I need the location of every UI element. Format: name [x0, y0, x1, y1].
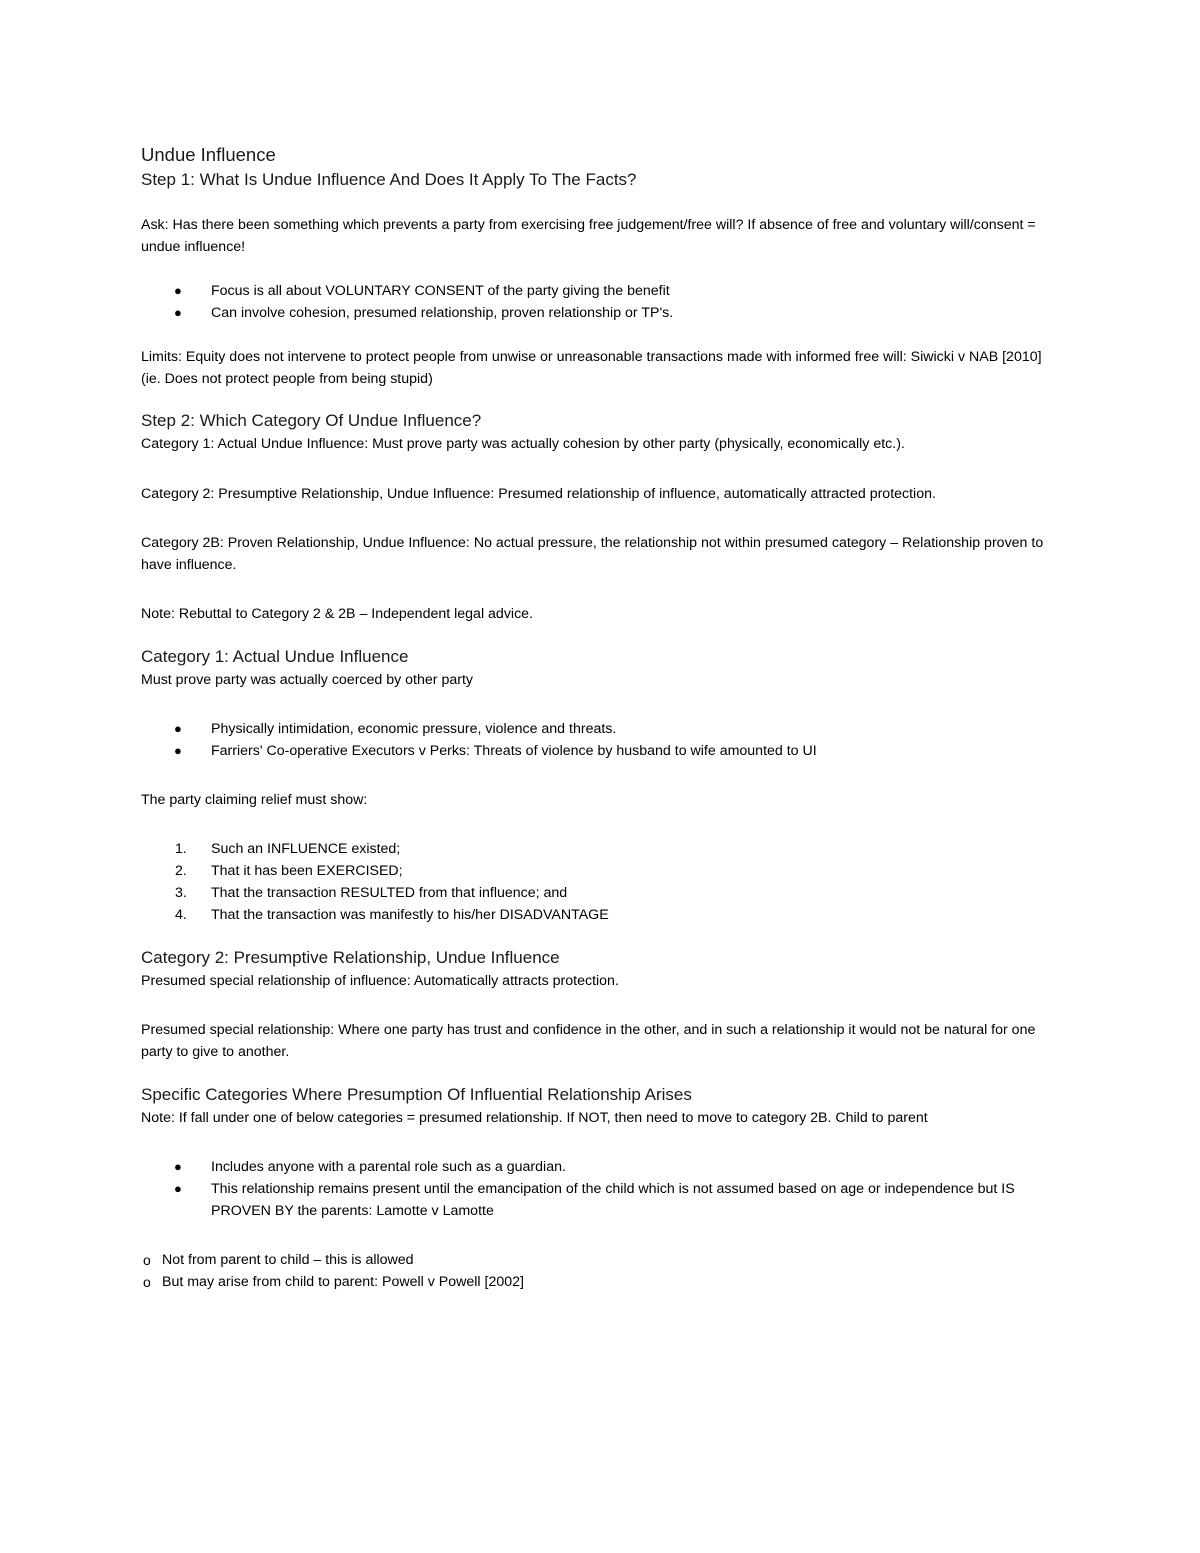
step2-note: Note: Rebuttal to Category 2 & 2B – Independent legal advice. [141, 606, 533, 622]
bullet-icon: ● [174, 743, 182, 758]
bullet-icon: ● [174, 283, 182, 298]
list-item: ● Focus is all about VOLUNTARY CONSENT of the party giving the benefit [141, 280, 1061, 302]
category1-show-intro: The party claiming relief must show: [141, 792, 368, 808]
list-item: o But may arise from child to parent: Powell v Powell [2002] [141, 1271, 1061, 1293]
bullet-icon: ● [174, 305, 182, 320]
circle-bullet-icon: o [143, 1274, 151, 1290]
category1-heading: Category 1: Actual Undue Influence [141, 647, 409, 666]
category1-bullet-list [141, 718, 1061, 762]
bullet-icon: ● [174, 721, 182, 736]
list-item: ● Physically intimidation, economic pressure, violence and threats. [141, 718, 1061, 740]
step2-heading: Step 2: Which Category Of Undue Influence? [141, 411, 482, 430]
list-item: 3. That the transaction RESULTED from that influence; and [175, 885, 568, 901]
document-content [141, 142, 1061, 1293]
list-item: 4. That the transaction was manifestly to his/her DISADVANTAGE [175, 907, 609, 923]
category2-special: Presumed special relationship: Where one party has trust and confidence in the other, and in such a relationship it would not be natural for one party to give to another. [141, 1022, 1036, 1060]
specific-note: Note: If fall under one of below categories = presumed relationship. If NOT, then need to move to category 2B. Child to parent [141, 1110, 928, 1126]
specific-bullet-list [141, 1156, 1061, 1222]
list-item: ● Farriers' Co-operative Executors v Perks: Threats of violence by husband to wife amounted to UI [141, 740, 1061, 762]
step1-ask-paragraph: Ask: Has there been something which prevents a party from exercising free judgement/free will? If absence of free and voluntary will/consent = undue influence! [141, 217, 1036, 255]
category1-numbered-list [141, 838, 1061, 926]
step2-category2: Category 2: Presumptive Relationship, Undue Influence: Presumed relationship of influence, automatically attracted protection. [141, 486, 936, 502]
specific-heading: Specific Categories Where Presumption Of Influential Relationship Arises [141, 1085, 692, 1104]
step2-category1: Category 1: Actual Undue Influence: Must prove party was actually cohesion by other party (physically, economically etc.). [141, 436, 905, 452]
list-item: ● Can involve cohesion, presumed relationship, proven relationship or TP's. [141, 302, 1061, 324]
step1-heading: Step 1: What Is Undue Influence And Does It Apply To The Facts? [141, 170, 637, 189]
list-item: 1. Such an INFLUENCE existed; [175, 841, 401, 857]
list-item: 2. That it has been EXERCISED; [175, 863, 403, 879]
category1-intro: Must prove party was actually coerced by other party [141, 672, 473, 688]
bullet-icon: ● [174, 1159, 182, 1174]
circle-bullet-icon: o [143, 1252, 151, 1268]
step1-limits-paragraph: Limits: Equity does not intervene to protect people from unwise or unreasonable transactions made with informed free will: Siwicki v NAB [2010] (ie. Does not protect people from being stupid) [141, 349, 1042, 387]
bullet-icon: ● [174, 1181, 182, 1196]
list-item: ● This relationship remains present until the emancipation of the child which is not assumed based on age or independence but IS PROVEN BY the parents: Lamotte v Lamotte [141, 1178, 1061, 1222]
step2-category2b: Category 2B: Proven Relationship, Undue Influence: No actual pressure, the relationship not within presumed category – Relationship proven to have influence. [141, 535, 1044, 573]
list-item: ● Includes anyone with a parental role such as a guardian. [141, 1156, 1061, 1178]
specific-o-list [141, 1249, 1061, 1293]
list-item: o Not from parent to child – this is allowed [141, 1249, 1061, 1271]
category2-intro: Presumed special relationship of influence: Automatically attracts protection. [141, 973, 619, 989]
document-title: Undue Influence [141, 144, 276, 165]
step1-bullet-list [141, 280, 1061, 324]
category2-heading: Category 2: Presumptive Relationship, Undue Influence [141, 948, 560, 967]
